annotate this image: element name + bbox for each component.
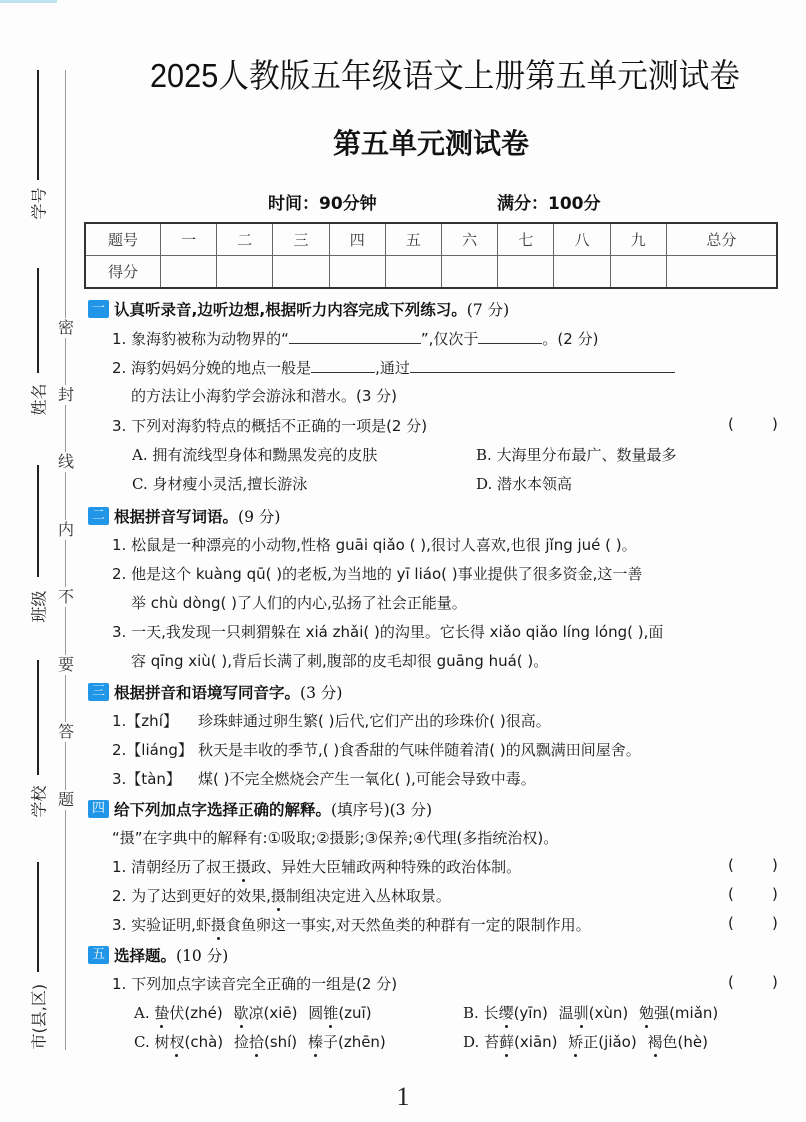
top-accent-bar — [0, 0, 57, 3]
option-d — [463, 1031, 708, 1052]
score-cell[interactable] — [161, 256, 217, 289]
option-text: D. 苔 — [463, 1033, 500, 1051]
option-c — [134, 1031, 386, 1052]
section-badge: 四 — [88, 800, 109, 818]
question-2-2-cont: 举 chù dòng( )了人们的内心,弘扬了社会正能量。 — [131, 594, 467, 612]
section-1-heading — [88, 298, 509, 320]
question-3-3 — [112, 768, 536, 789]
question-text: 秋天是丰收的季节,( )食香甜的气味伴随着清( )的风飘满田间屋舍。 — [198, 741, 641, 759]
answer-paren[interactable]: ( ) — [728, 856, 778, 874]
question-text: 煤( )不完全燃烧会产生一氧化( ),可能会导致中毒。 — [198, 770, 536, 788]
dotted-char: 勉 — [639, 1004, 655, 1022]
answer-paren[interactable]: ( ) — [728, 973, 778, 991]
score-cell[interactable] — [610, 256, 666, 289]
dotted-char: 杈 — [169, 1033, 185, 1051]
field-student-id: 学号 — [29, 187, 49, 220]
full-score: 满分：100分 — [497, 194, 601, 214]
score-col-header: 九 — [610, 223, 666, 256]
field-class: 班级 — [29, 590, 49, 623]
score-col-header: 总分 — [666, 223, 777, 256]
field-city-county-district: 市(县,区) — [29, 983, 49, 1050]
section-badge: 二 — [88, 507, 109, 525]
section-5-heading — [88, 944, 228, 966]
section-badge: 一 — [88, 300, 109, 318]
question-number: 2.【liáng】 — [112, 741, 193, 759]
score-col-header: 六 — [442, 223, 498, 256]
score-col-header: 四 — [329, 223, 385, 256]
question-2-3-cont: 容 qīng xiù( ),背后长满了刺,腹部的皮毛却很 guāng huá( )。 — [131, 652, 549, 670]
score-cell[interactable] — [329, 256, 385, 289]
page-number: 1 — [396, 1082, 410, 1111]
question-1-3: 3. 下列对海豹特点的概括不正确的一项是(2 分) — [112, 417, 428, 435]
option-text: B. 长 — [463, 1004, 499, 1022]
score-col-header: 二 — [217, 223, 273, 256]
score-table-header-row — [85, 223, 777, 256]
question-3-2 — [112, 739, 641, 760]
dotted-char: 摄 — [270, 887, 286, 905]
score-col-header: 八 — [554, 223, 610, 256]
score-cell[interactable] — [442, 256, 498, 289]
seal-char: 封 — [57, 385, 74, 404]
question-text: 2. 海豹妈妈分娩的地点一般是 — [112, 359, 312, 377]
score-cell[interactable] — [217, 256, 273, 289]
dotted-char: 褐 — [647, 1033, 663, 1051]
field-line — [37, 268, 39, 373]
score-col-header: 一 — [161, 223, 217, 256]
score-cell[interactable] — [498, 256, 554, 289]
score-table-label: 得分 — [85, 256, 161, 289]
score-col-header: 三 — [273, 223, 329, 256]
answer-paren[interactable]: ( ) — [728, 415, 778, 433]
question-2-2: 2. 他是这个 kuàng qū( )的老板,为当地的 yī liáo( )事业提供了很多资金,这一善 — [112, 565, 643, 583]
answer-blank[interactable] — [410, 358, 675, 373]
section-badge: 三 — [88, 683, 109, 701]
answer-blank[interactable] — [289, 329, 421, 344]
option-text: 子(zhēn) — [322, 1033, 386, 1051]
answer-blank[interactable] — [478, 329, 542, 344]
option-text: 捡 — [233, 1033, 249, 1051]
section-title: 根据拼音写词语。 — [114, 508, 239, 526]
question-text: ,通过 — [375, 359, 410, 377]
question-1-1 — [112, 328, 598, 349]
question-1-2-cont: 的方法让小海豹学会游泳和潜水。(3 分) — [131, 387, 398, 405]
score-table-score-row — [85, 256, 777, 289]
question-text: 政、异姓大臣辅政两种特殊的政治体制。 — [251, 858, 522, 876]
section-points: (10 分) — [176, 947, 229, 965]
option-text: 圆 — [308, 1004, 324, 1022]
question-text: 食鱼卵这一事实,对天然鱼类的种群有一定的限制作用。 — [225, 916, 591, 934]
question-text: 。(2 分) — [542, 330, 599, 348]
field-line — [37, 70, 39, 180]
seal-char: 不 — [57, 587, 74, 606]
section-badge: 五 — [88, 946, 109, 964]
section-title: 选择题。 — [114, 947, 177, 965]
score-cell[interactable] — [385, 256, 441, 289]
question-5-1: 1. 下列加点字读音完全正确的一组是(2 分) — [112, 975, 398, 993]
score-col-header: 五 — [385, 223, 441, 256]
dotted-char: 摄 — [236, 858, 252, 876]
score-table — [84, 222, 778, 289]
section-points: (7 分) — [466, 301, 510, 319]
question-text: ”,仅次于 — [420, 330, 479, 348]
option-text: (chà) — [184, 1033, 224, 1051]
question-text: 1. 清朝经历了叔王 — [112, 858, 237, 876]
dotted-char: 拾 — [248, 1033, 264, 1051]
field-line — [37, 862, 39, 972]
score-cell[interactable] — [273, 256, 329, 289]
option-text: 强(miǎn) — [654, 1004, 719, 1022]
option-d: D. 潜水本领高 — [476, 475, 573, 493]
option-text: (zuī) — [338, 1004, 372, 1022]
option-text: 正(jiǎo) — [583, 1033, 637, 1051]
dotted-char: 榛 — [307, 1033, 323, 1051]
score-cell[interactable] — [666, 256, 777, 289]
time-limit: 时间：90分钟 — [268, 194, 377, 214]
field-line — [37, 465, 39, 577]
section-title: 根据拼音和语境写同音字。 — [114, 684, 301, 702]
question-3-1 — [112, 710, 551, 731]
section-title: 给下列加点字选择正确的解释。 — [114, 801, 332, 819]
option-text: 伏(zhé) — [169, 1004, 223, 1022]
seal-char: 密 — [57, 318, 74, 337]
score-cell[interactable] — [554, 256, 610, 289]
field-name: 姓名 — [29, 383, 49, 416]
section-points: (填序号)(3 分) — [331, 801, 432, 819]
option-b — [463, 1002, 718, 1023]
seal-line — [65, 70, 66, 1050]
option-text: (yīn) — [513, 1004, 548, 1022]
option-text: (xùn) — [588, 1004, 629, 1022]
question-2-3: 3. 一天,我发现一只刺猬躲在 xiá zhǎi( )的沟里。它长得 xiǎo qiǎo líng lóng( ),面 — [112, 623, 664, 641]
seal-char: 要 — [57, 655, 74, 674]
section-points: (3 分) — [300, 684, 343, 702]
option-a: A. 拥有流线型身体和黝黑发亮的皮肤 — [132, 446, 378, 464]
question-1-2 — [112, 357, 675, 378]
section-2-heading — [88, 505, 280, 527]
seal-char: 答 — [57, 722, 74, 741]
option-b: B. 大海里分布最广、数量最多 — [476, 446, 677, 464]
option-text: (shí) — [263, 1033, 298, 1051]
section-points: (9 分) — [238, 508, 281, 526]
question-text: 2. 为了达到更好的效果, — [112, 887, 271, 905]
option-a — [134, 1002, 372, 1023]
section-4-heading — [88, 798, 432, 820]
dotted-char: 藓 — [499, 1033, 515, 1051]
option-c: C. 身材瘦小灵活,擅长游泳 — [132, 475, 308, 493]
score-col-header: 七 — [498, 223, 554, 256]
answer-paren[interactable]: ( ) — [728, 914, 778, 932]
question-number: 1.【zhí】 — [112, 712, 178, 730]
option-text: 温 — [558, 1004, 574, 1022]
question-4-2 — [112, 885, 451, 906]
section-title: 认真听录音,边听边想,根据听力内容完成下列练习。 — [114, 301, 467, 319]
question-2-1: 1. 松鼠是一种漂亮的小动物,性格 guāi qiǎo ( ),很讨人喜欢,也很 jǐng jué ( )。 — [112, 536, 637, 554]
field-line — [37, 660, 39, 775]
option-text: 色(hè) — [662, 1033, 708, 1051]
dotted-char: 驯 — [573, 1004, 589, 1022]
question-number: 3.【tàn】 — [112, 770, 181, 788]
seal-char: 线 — [57, 452, 74, 471]
answer-paren[interactable]: ( ) — [728, 885, 778, 903]
dotted-char: 锥 — [323, 1004, 339, 1022]
answer-blank[interactable] — [311, 358, 375, 373]
option-text: 凉(xiē) — [248, 1004, 298, 1022]
dotted-char: 蛰 — [154, 1004, 170, 1022]
dotted-char: 摄 — [210, 916, 226, 934]
option-text: C. 树 — [134, 1033, 170, 1051]
seal-char: 内 — [57, 520, 74, 539]
question-4-1 — [112, 856, 521, 877]
option-text: (xiān) — [514, 1033, 558, 1051]
dotted-char: 缨 — [498, 1004, 514, 1022]
question-text: 1. 象海豹被称为动物界的“ — [112, 330, 289, 348]
question-text: 3. 实验证明,虾 — [112, 916, 211, 934]
question-4-3 — [112, 914, 591, 935]
exam-subtitle: 第五单元测试卷 — [332, 127, 529, 160]
question-text: 珍珠蚌通过卵生繁( )后代,它们产出的珍珠价( )很高。 — [198, 712, 551, 730]
page-title: 2025人教版五年级语文上册第五单元测试卷 — [149, 57, 740, 94]
definition-list: “摄”在字典中的解释有:①吸取;②摄影;③保养;④代理(多指统治权)。 — [112, 829, 559, 847]
dotted-char: 矫 — [568, 1033, 584, 1051]
field-school: 学校 — [29, 785, 49, 818]
option-text: A. — [134, 1004, 155, 1022]
seal-char: 题 — [57, 790, 74, 809]
question-text: 制组决定进入丛林取景。 — [285, 887, 451, 905]
score-table-label: 题号 — [85, 223, 161, 256]
dotted-char: 歇 — [233, 1004, 249, 1022]
section-3-heading — [88, 681, 342, 703]
